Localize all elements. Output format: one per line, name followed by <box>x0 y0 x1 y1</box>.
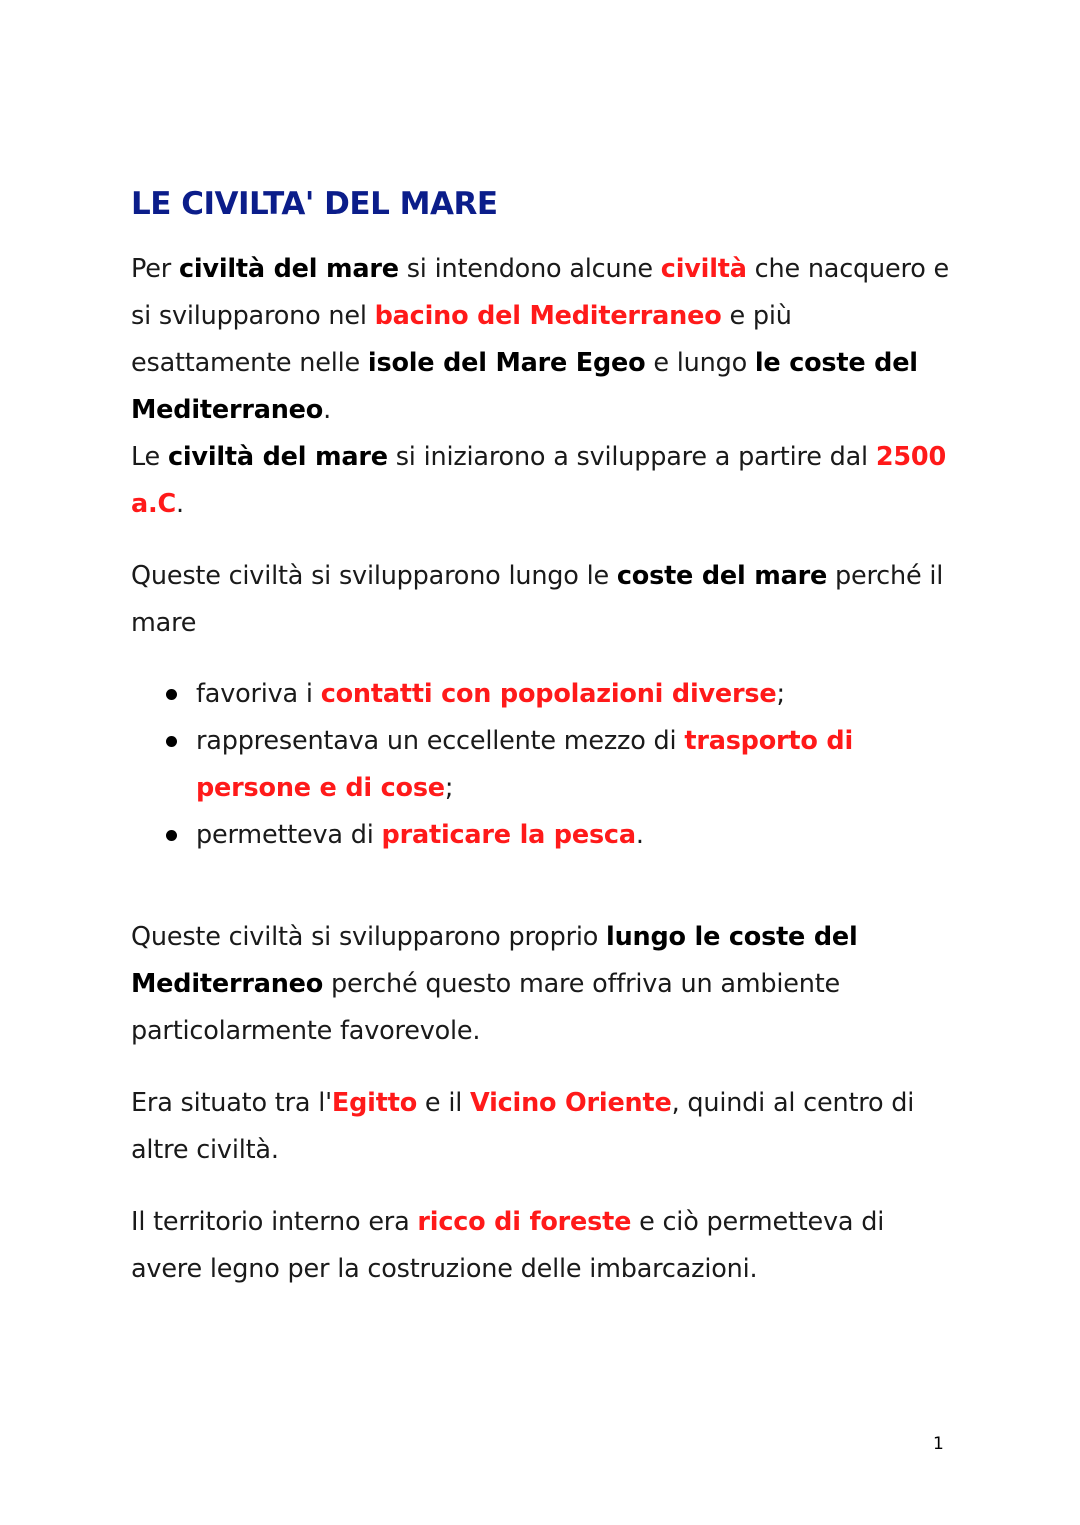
text: Era situato tra l' <box>131 1088 332 1118</box>
text: , quindi al centro di altre civiltà. <box>131 1088 915 1165</box>
highlight-term: trasporto di persone e di cose <box>196 726 854 803</box>
highlight-term: praticare la pesca <box>381 820 636 850</box>
highlight-term: bacino del Mediterraneo <box>374 301 722 331</box>
paragraph-mediterranean <box>131 914 951 1055</box>
text: e lungo <box>645 348 755 378</box>
text: Queste civiltà si svilupparono proprio <box>131 922 607 952</box>
bold-term: civiltà del mare <box>178 254 399 284</box>
list-item <box>196 812 951 859</box>
text: permetteva di <box>196 820 382 850</box>
paragraph-intro <box>131 246 951 528</box>
highlight-term: Vicino Oriente <box>470 1088 672 1118</box>
text: perché il mare <box>131 561 944 638</box>
text: perché questo mare offriva un ambiente particolarmente favorevole. <box>131 969 841 1046</box>
bold-term: lungo le coste del Mediterraneo <box>131 922 858 999</box>
highlight-term: contatti con popolazioni diverse <box>320 679 777 709</box>
highlight-term: ricco di foreste <box>417 1207 632 1237</box>
text: . <box>635 820 644 850</box>
bullet-icon <box>166 830 177 841</box>
list-item <box>196 718 951 812</box>
text: Il territorio interno era <box>131 1207 418 1237</box>
bullet-icon <box>166 736 177 747</box>
text: . <box>323 395 331 425</box>
text: e ciò permetteva di avere legno per la costruzione delle imbarcazioni. <box>131 1207 885 1284</box>
bold-term: civiltà del mare <box>167 442 388 472</box>
text: Per <box>131 254 179 284</box>
bullet-list <box>131 671 951 859</box>
highlight-date: 2500 a.C <box>131 442 946 519</box>
page-number: 1 <box>933 1434 944 1454</box>
text: ; <box>444 773 454 803</box>
text: favoriva i <box>196 679 321 709</box>
text: e più esattamente nelle <box>131 301 792 378</box>
bold-term: isole del Mare Egeo <box>367 348 646 378</box>
bullet-icon <box>166 689 177 700</box>
highlight-term: Egitto <box>331 1088 418 1118</box>
paragraph-forests <box>131 1199 951 1293</box>
text: si intendono alcune <box>398 254 661 284</box>
text: . <box>176 489 184 519</box>
paragraph-reasons <box>131 553 951 647</box>
text: e il <box>417 1088 471 1118</box>
bold-term: coste del mare <box>616 561 828 591</box>
text: Le <box>131 442 168 472</box>
list-item <box>196 671 951 718</box>
document-title: LE CIVILTA' DEL MARE <box>131 186 498 222</box>
text: che nacquero e si svilupparono nel <box>131 254 950 331</box>
document-page <box>131 180 951 1293</box>
bold-term: le coste del Mediterraneo <box>131 348 918 425</box>
text: Queste civiltà si svilupparono lungo le <box>131 561 617 591</box>
paragraph-location <box>131 1080 951 1174</box>
text: si iniziarono a sviluppare a partire dal <box>387 442 876 472</box>
text: rappresentava un eccellente mezzo di <box>196 726 685 756</box>
highlight-term: civiltà <box>660 254 747 284</box>
text: ; <box>776 679 785 709</box>
